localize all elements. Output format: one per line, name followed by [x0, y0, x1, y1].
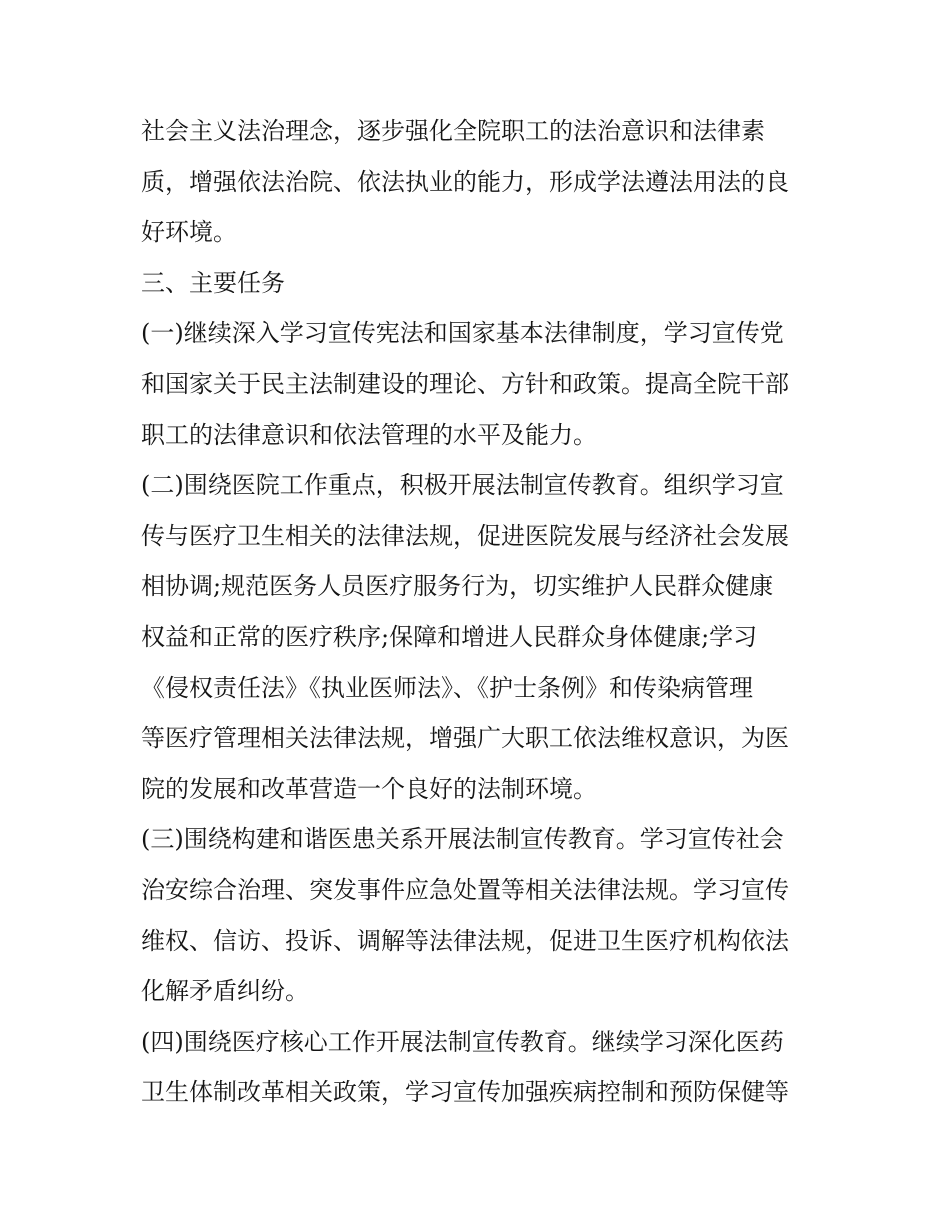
- text-line: 权益和正常的医疗秩序;保障和增进人民群众身体健康;学习: [141, 622, 758, 651]
- text-line: 维权、信访、投诉、调解等法律法规，促进卫生医疗机构依法: [141, 926, 789, 955]
- text-line: 职工的法律意识和依法管理的水平及能力。: [141, 420, 597, 449]
- text-line: (四)围绕医疗核心工作开展法制宣传教育。继续学习深化医药: [141, 1027, 784, 1056]
- text-line: 化解矛盾纠纷。: [141, 977, 309, 1006]
- document-body: [141, 106, 821, 1118]
- text-line: 治安综合治理、突发事件应急处置等相关法律法规。学习宣传: [141, 875, 789, 904]
- text-line: 等医疗管理相关法律法规，增强广大职工依法维权意识，为医: [141, 724, 789, 753]
- text-line: (一)继续深入学习宣传宪法和国家基本法律制度，学习宣传党: [141, 319, 784, 348]
- section-heading: 三、主要任务: [141, 268, 285, 297]
- text-line: (三)围绕构建和谐医患关系开展法制宣传教育。学习宣传社会: [141, 825, 784, 854]
- text-line: 质，增强依法治院、依法执业的能力，形成学法遵法用法的良: [141, 167, 789, 196]
- text-line: 好环境。: [141, 218, 237, 247]
- text-line: 《侵权责任法》《执业医师法》、《护士条例》和传染病管理: [141, 673, 753, 702]
- text-line: 卫生体制改革相关政策，学习宣传加强疾病控制和预防保健等: [141, 1078, 789, 1107]
- text-line: 和国家关于民主法制建设的理论、方针和政策。提高全院干部: [141, 369, 789, 398]
- text-line: 传与医疗卫生相关的法律法规，促进医院发展与经济社会发展: [141, 521, 789, 550]
- text-line: 相协调;规范医务人员医疗服务行为，切实维护人民群众健康: [141, 572, 774, 601]
- text-line: (二)围绕医院工作重点，积极开展法制宣传教育。组织学习宣: [141, 471, 784, 500]
- text-line: 院的发展和改革营造一个良好的法制环境。: [141, 774, 597, 803]
- text-line: 社会主义法治理念，逐步强化全院职工的法治意识和法律素: [141, 117, 765, 145]
